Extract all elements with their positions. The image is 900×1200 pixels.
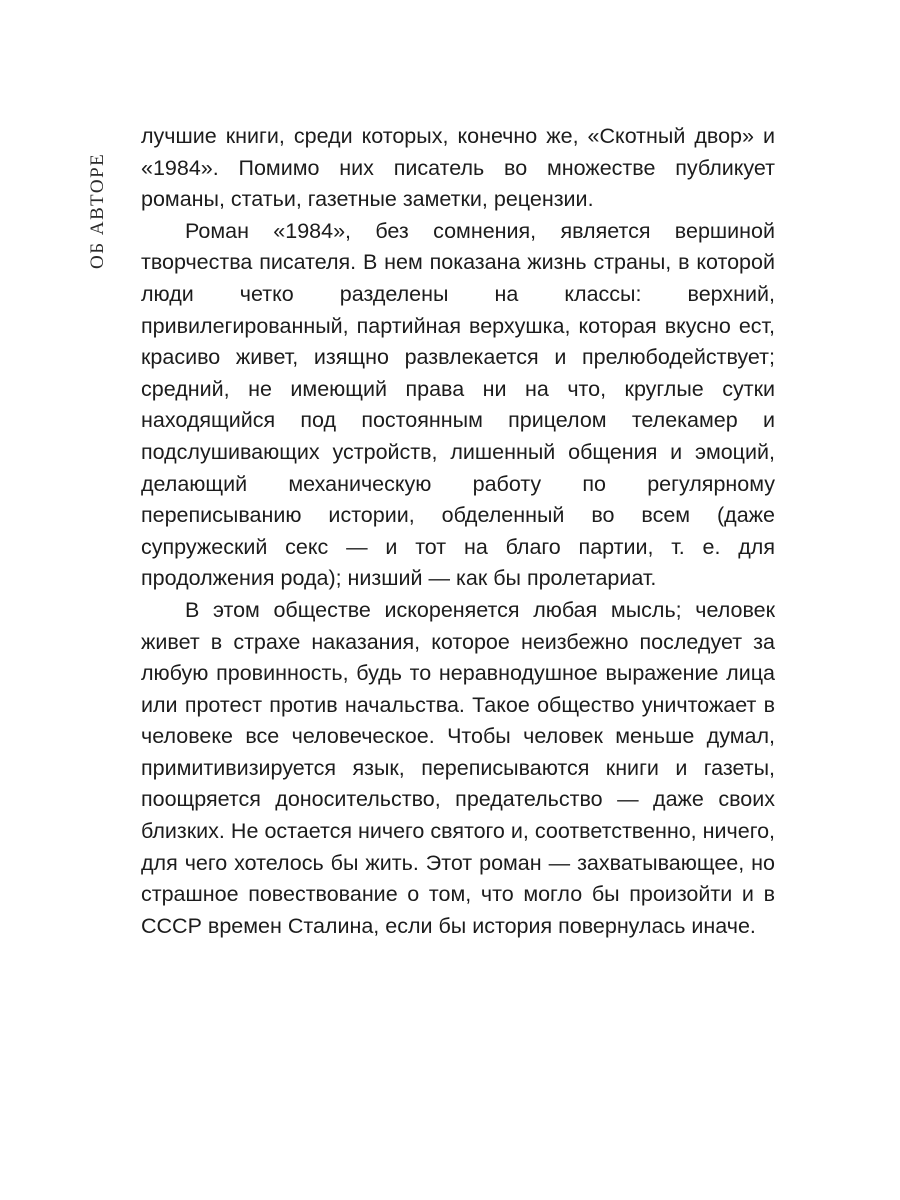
paragraph: Роман «1984», без сомнения, является вершиной творчества писателя. В нем показана жизнь страны, в которой люди четко разделены на классы: верхний, привилегированный, партийная верхушка, которая вкусно ест, красиво живет, изящно развлекается и прелюбодействует; средний, не имеющий права ни на что, круглые сутки находящийся под постоянным прицелом телекамер и подслушивающих устройств, лишенный общения и эмоций, делающий механическую работу по регулярному переписыванию истории, обделенный во всем (даже супружеский секс — и тот на благо партии, т. е. для продолжения рода); низший — как бы пролетариат. [141, 218, 775, 591]
body-text [141, 121, 775, 942]
running-head [82, 124, 112, 269]
paragraph-continuation: лучшие книги, среди которых, конечно же, «Скотный двор» и «1984». Помимо них писатель во множестве публикует романы, статьи, газетные заметки, рецензии. [141, 124, 775, 212]
paragraph: В этом обществе искореняется любая мысль; человек живет в страхе наказания, которое неизбежно последует за любую провинность, будь то неравнодушное выражение лица или протест против начальства. Такое общество уничтожает в человеке все человеческое. Чтобы человек меньше думал, примитивизируется язык, переписываются книги и газеты, поощряется доносительство, предательство — даже своих близких. Не остается ничего святого и, соответственно, ничего, для чего хотелось бы жить. Этот роман — захватывающее, но страшное повествование о том, что могло бы произойти и в СССР времен Сталина, если бы история повернулась иначе. [141, 597, 775, 938]
running-head-label: ОБ АВТОРЕ [87, 152, 108, 269]
